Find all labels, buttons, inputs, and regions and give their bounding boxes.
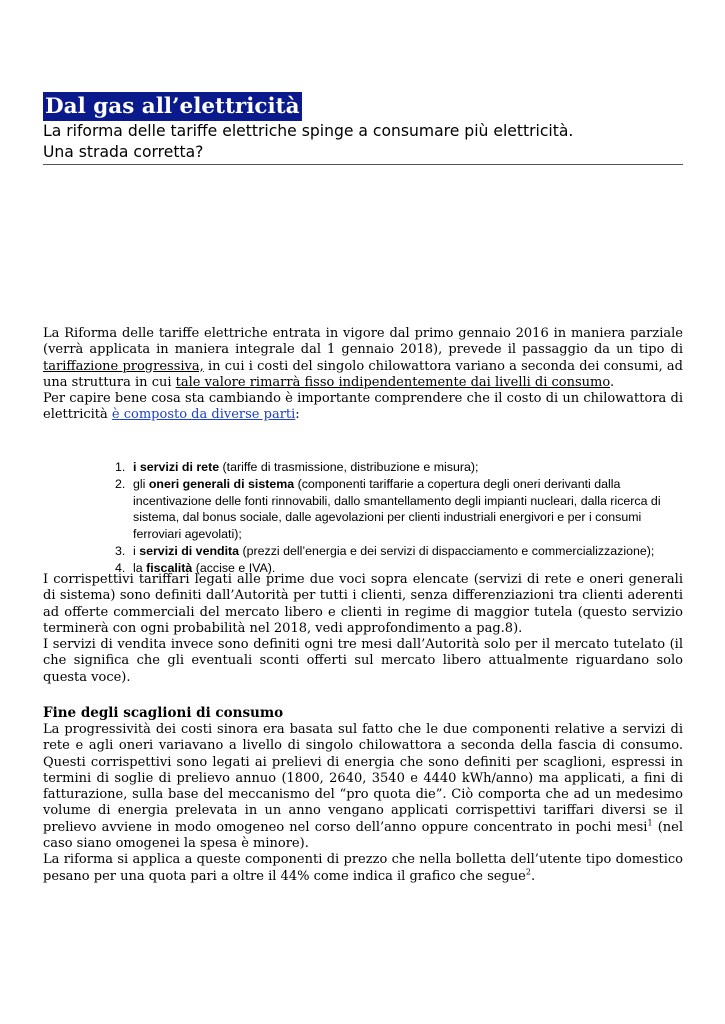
list-number: 4. [115, 560, 126, 575]
text-run: : [295, 407, 300, 423]
text-run: La Riforma delle tariffe elettriche entrata in vigore dal primo gennaio 2016 in maniera parziale (verrà applicata in maniera integrale dal 1 gennaio 2018), prevede il passaggio da un tipo di [43, 326, 683, 358]
list-item [115, 459, 675, 476]
list-item-term: servizi di vendita [139, 543, 240, 558]
intro-paragraph-2 [43, 391, 683, 424]
footnote-ref: 1 [647, 818, 653, 828]
list-item [115, 476, 675, 543]
intro-section [43, 326, 683, 424]
body-paragraph-4: I servizi di vendita invece sono definiti ogni tre mesi dall’Autorità solo per il mercato tutelato (il che significa che gli eventuali sconti offerti sul mercato libero attualmente riguardano solo questa voce). [43, 637, 683, 685]
text-run: . [609, 374, 615, 390]
list-item-prefix: gli [133, 476, 149, 491]
body-paragraph-6 [43, 852, 683, 885]
brackets-section [43, 722, 683, 885]
footnote-ref: 2 [525, 867, 531, 877]
list-item-text: (tariffe di trasmissione, distribuzione e misura); [219, 460, 479, 474]
intro-paragraph-1 [43, 326, 683, 391]
text-run: in cui i costi del singolo chilowattora variano a seconda dei consumi, ad una struttura in cui [43, 358, 683, 390]
list-item-prefix: la [133, 560, 147, 575]
list-number: 2. [115, 476, 126, 491]
list-item-term: i servizi di rete [133, 460, 220, 474]
list-item-prefix: i [133, 543, 140, 558]
cost-components-list [115, 459, 675, 577]
list-item-term: fiscalità [146, 560, 193, 575]
text-run: La riforma si applica a queste componenti di prezzo che nella bolletta dell’utente tipo domestico pesano per una quota pari a oltre il 44% come indica il grafico che segue [43, 852, 683, 884]
section-heading: Fine degli scaglioni di consumo [43, 705, 284, 721]
text-run: Per capire bene cosa sta cambiando è importante comprendere che il costo di un chilowattora di elettricità [43, 391, 683, 423]
list-number: 1. [115, 460, 126, 474]
body-paragraph-3: I corrispettivi tariffari legati alle prime due voci sopra elencate (servizi di rete e oneri generali di sistema) sono definiti dall’Autorità per tutti i clienti, senza differenziazioni tra clienti aderenti ad offerte commerciali del mercato libero e clienti in regime di maggior tutela (questo servizio terminerà con ogni probabilità nel 2018, vedi approfondimento a pag.8). [43, 572, 683, 636]
list-item [115, 543, 675, 560]
list-item-text: (accise e IVA). [192, 560, 276, 575]
underlined-text: tariffazione progressiva, [43, 358, 204, 374]
list-item-term: oneri generali di sistema [148, 476, 295, 491]
page-title: Dal gas all’elettricità [45, 94, 300, 119]
page-subtitle [43, 121, 683, 165]
body-paragraph-5 [43, 722, 683, 852]
subtitle-line-1: La riforma delle tariffe elettriche spinge a consumare più elettricità. [43, 122, 574, 140]
pricing-section [43, 572, 683, 686]
list-number: 3. [115, 543, 126, 558]
text-run: . [530, 868, 536, 884]
subtitle-line-2: Una strada corretta? [43, 143, 204, 161]
composition-link[interactable]: è composto da diverse parti [111, 407, 296, 423]
text-run: (nel caso siano omogenei la spesa è minore). [43, 819, 683, 852]
list-item-text: (prezzi dell’energia e dei servizi di dispacciamento e commercializzazione); [239, 543, 655, 558]
list-item-text: (componenti tariffarie a copertura degli oneri derivanti dalla incentivazione delle fonti rinnovabili, dallo smantellamento degli impianti nucleari, dalla ricerca di sistema, dal bonus sociale, dalle agevolazioni per clienti industriali energivori e per i consumi ferroviari agevolati); [133, 476, 661, 542]
text-run: La progressività dei costi sinora era basata sul fatto che le due componenti relative a servizi di rete e agli oneri variavano a livello di singolo chilowattora a seconda della fascia di consumo. Questi corrispettivi sono legati ai prelievi di energia che sono definiti per scaglioni, espressi in termini di soglie di prelievo annuo (1800, 2640, 3540 e 4440 kWh/anno) ma applicati, a fini di fatturazione, sulla base del meccanismo del “pro quota die”. Ciò comporta che ad un medesimo volume di energia prelevata in un anno vengano applicati corrispettivi tariffari diversi se il prelievo avviene in modo omogeneo nel corso dell’anno oppure concentrato in pochi mesi [43, 722, 683, 835]
underlined-text: tale valore rimarrà fisso indipendentemente dai livelli di consumo [175, 374, 610, 390]
